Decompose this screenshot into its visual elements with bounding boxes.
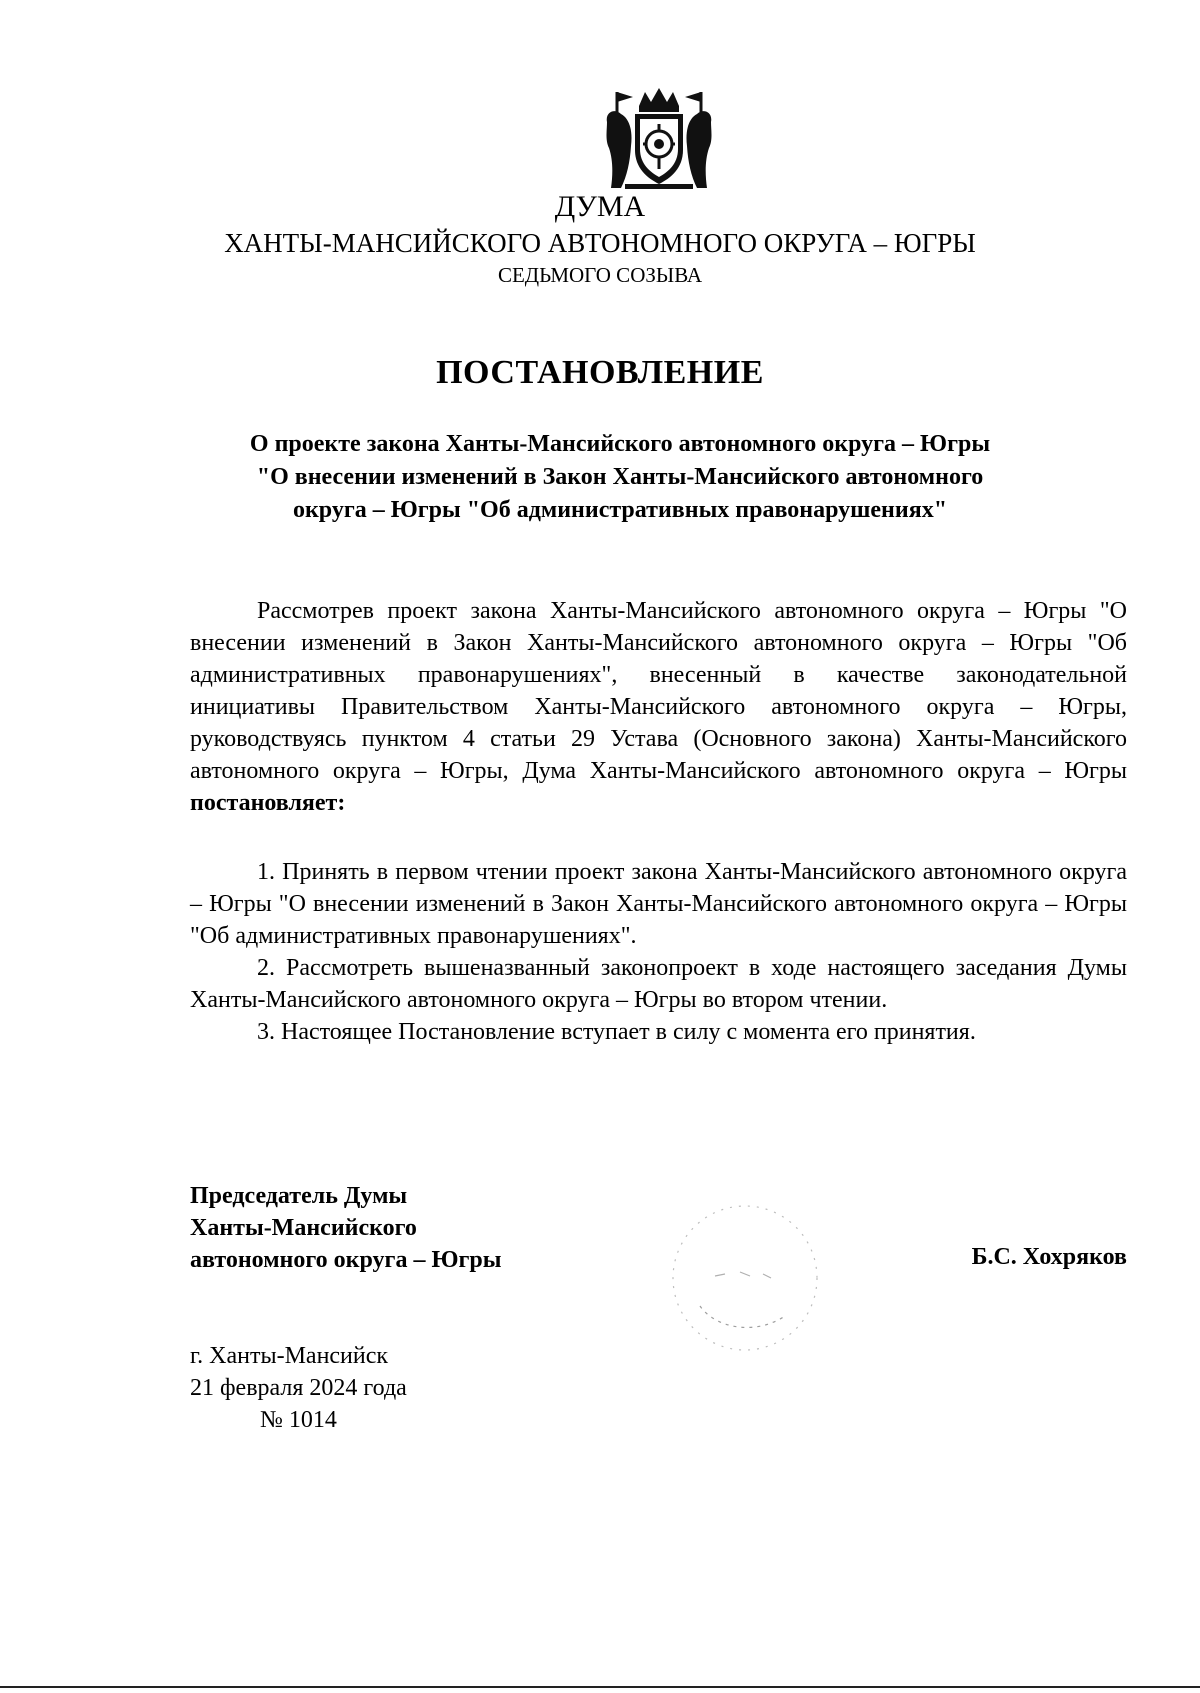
date: 21 февраля 2024 года	[190, 1375, 407, 1401]
bottom-rule	[0, 1686, 1200, 1688]
preamble-text: Рассмотрев проект закона Ханты-Мансийского автономного округа – Югры "О внесении изменений в Закон Ханты-Мансийского автономного округа – Югры "Об административных правонарушениях", внесенный в качестве законодательной инициативы Правительством Ханты-Мансийского автономного округа – Югры, руководствуясь пунктом 4 статьи 29 Устава (Основного закона) Ханты-Мансийского автономного округа – Югры, Дума Ханты-Мансийского автономного округа – Югры	[190, 598, 1127, 784]
place-and-date	[190, 1340, 407, 1436]
preamble-paragraph	[190, 595, 1127, 819]
signer-title-line: Ханты-Мансийского	[190, 1215, 417, 1241]
document-number: № 1014	[260, 1407, 337, 1433]
resolution-item: 2. Рассмотреть вышеназванный законопроект в ходе настоящего заседания Думы Ханты-Мансийского автономного округа – Югры во втором чтении.	[190, 955, 1127, 1013]
signer-title	[190, 1180, 501, 1276]
signer-title-line: автономного округа – Югры	[190, 1247, 502, 1273]
signer-title-line: Председатель Думы	[190, 1183, 408, 1209]
subject-line: округа – Югры "Об административных правонарушениях"	[292, 497, 948, 523]
organization-name: ДУМА	[554, 190, 646, 223]
document-type: ПОСТАНОВЛЕНИЕ	[436, 354, 764, 391]
subject-line: О проекте закона Ханты-Мансийского автономного округа – Югры	[249, 431, 991, 457]
convocation: СЕДЬМОГО СОЗЫВА	[497, 263, 703, 287]
signer-name: Б.С. Хохряков	[971, 1244, 1127, 1270]
resolution-item: 3. Настоящее Постановление вступает в силу с момента его принятия.	[257, 1019, 976, 1045]
resolution-items	[190, 856, 1127, 1048]
place: г. Ханты-Мансийск	[190, 1343, 389, 1369]
organization-full-name: ХАНТЫ-МАНСИЙСКОГО АВТОНОМНОГО ОКРУГА – ЮГРЫ	[224, 228, 976, 258]
coat-of-arms-icon	[603, 84, 715, 192]
resolution-verb: постановляет:	[190, 790, 346, 816]
subject-line: "О внесении изменений в Закон Ханты-Мансийского автономного	[256, 464, 984, 490]
faint-stamp-icon	[645, 1188, 845, 1368]
resolution-item: 1. Принять в первом чтении проект закона Ханты-Мансийского автономного округа – Югры "О внесении изменений в Закон Ханты-Мансийского автономного округа – Югры "Об административных правонарушениях".	[190, 859, 1127, 949]
document-subject	[160, 428, 1080, 527]
